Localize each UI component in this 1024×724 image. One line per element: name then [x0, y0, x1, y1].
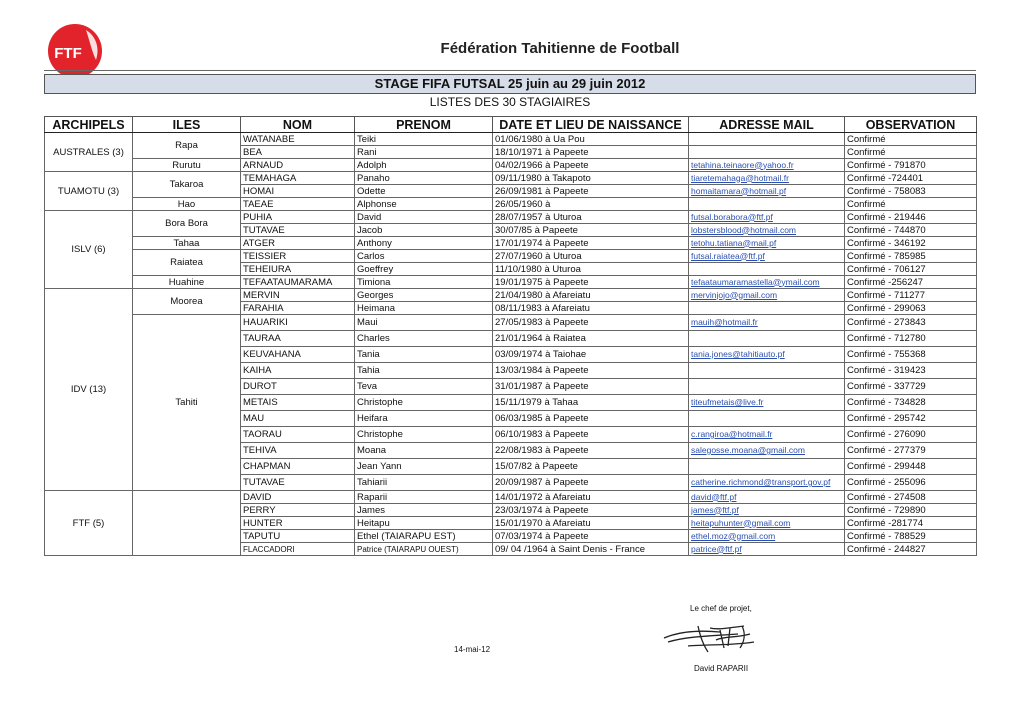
header-divider — [44, 70, 976, 71]
prenom-cell: Alphonse — [355, 198, 493, 211]
nom-cell: PUHIA — [241, 211, 355, 224]
mail-cell[interactable]: c.rangiroa@hotmail.fr — [689, 427, 845, 443]
prenom-cell: Charles — [355, 331, 493, 347]
nom-cell: DAVID — [241, 491, 355, 504]
prenom-cell: Adolph — [355, 159, 493, 172]
nom-cell: METAIS — [241, 395, 355, 411]
nom-cell: BEA — [241, 146, 355, 159]
date-cell: 21/01/1964 à Raiatea — [493, 331, 689, 347]
mail-cell — [689, 133, 845, 146]
list-title: LISTES DES 30 STAGIAIRES — [429, 95, 591, 109]
obs-cell: Confirmé - 277379 — [845, 443, 977, 459]
date-cell: 19/01/1975 à Papeete — [493, 276, 689, 289]
prenom-cell: Heifara — [355, 411, 493, 427]
prenom-cell: Anthony — [355, 237, 493, 250]
date-cell: 08/11/1983 à Afareiatu — [493, 302, 689, 315]
table-row — [45, 198, 977, 211]
project-lead-label: Le chef de projet, — [690, 604, 752, 613]
date-cell: 04/02/1966 à Papeete — [493, 159, 689, 172]
prenom-cell: David — [355, 211, 493, 224]
prenom-cell: Heimana — [355, 302, 493, 315]
column-header-iles: ILES — [133, 117, 241, 133]
table-row — [45, 237, 977, 250]
organization-title: Fédération Tahitienne de Football — [440, 40, 680, 57]
nom-cell: KEUVAHANA — [241, 347, 355, 363]
island-cell: Rapa — [133, 133, 241, 159]
prenom-cell: Timiona — [355, 276, 493, 289]
island-cell: Tahiti — [133, 315, 241, 491]
prenom-cell: Georges — [355, 289, 493, 302]
archipel-cell: IDV (13) — [45, 289, 133, 491]
prenom-cell: Carlos — [355, 250, 493, 263]
column-header-nom: NOM — [241, 117, 355, 133]
prenom-cell: Christophe — [355, 395, 493, 411]
column-header-mail: ADRESSE MAIL — [689, 117, 845, 133]
archipel-cell: ISLV (6) — [45, 211, 133, 289]
table-row — [45, 211, 977, 224]
nom-cell: TAPUTU — [241, 530, 355, 543]
nom-cell: TEFAATAUMARAMA — [241, 276, 355, 289]
nom-cell: FARAHIA — [241, 302, 355, 315]
mail-cell[interactable]: homaitamara@hotmail.pf — [689, 185, 845, 198]
mail-cell — [689, 198, 845, 211]
column-header-observation: OBSERVATION — [845, 117, 977, 133]
mail-cell — [689, 331, 845, 347]
table-row — [45, 276, 977, 289]
date-cell: 15/01/1970 à Afareiatu — [493, 517, 689, 530]
column-header-date: DATE ET LIEU DE NAISSANCE — [493, 117, 689, 133]
prenom-cell: Patrice (TAIARAPU OUEST) — [355, 543, 493, 556]
prenom-cell: Heitapu — [355, 517, 493, 530]
ftf-logo-icon — [46, 22, 104, 80]
mail-cell[interactable]: heitapuhunter@gmail.com — [689, 517, 845, 530]
mail-cell[interactable]: patrice@ftf.pf — [689, 543, 845, 556]
mail-cell[interactable]: futsal.raiatea@ftf.pf — [689, 250, 845, 263]
nom-cell: HUNTER — [241, 517, 355, 530]
mail-cell[interactable]: mervinjojo@gmail.com — [689, 289, 845, 302]
island-cell: Moorea — [133, 289, 241, 315]
mail-cell — [689, 302, 845, 315]
obs-cell: Confirmé - 785985 — [845, 250, 977, 263]
nom-cell: TAEAE — [241, 198, 355, 211]
date-cell: 01/06/1980 à Ua Pou — [493, 133, 689, 146]
prenom-cell: Teva — [355, 379, 493, 395]
table-row — [45, 250, 977, 263]
obs-cell: Confirmé - 244827 — [845, 543, 977, 556]
obs-cell: Confirmé - 337729 — [845, 379, 977, 395]
prenom-cell: Maui — [355, 315, 493, 331]
mail-cell[interactable]: catherine.richmond@transport.gov.pf — [689, 475, 845, 491]
obs-cell: Confirmé - 758083 — [845, 185, 977, 198]
mail-cell — [689, 363, 845, 379]
nom-cell: HOMAI — [241, 185, 355, 198]
mail-cell — [689, 379, 845, 395]
obs-cell: Confirmé — [845, 133, 977, 146]
date-cell: 11/10/1980 à Uturoa — [493, 263, 689, 276]
nom-cell: MERVIN — [241, 289, 355, 302]
date-cell: 20/09/1987 à Papeete — [493, 475, 689, 491]
nom-cell: TEISSIER — [241, 250, 355, 263]
obs-cell: Confirmé - 346192 — [845, 237, 977, 250]
island-cell: Hao — [133, 198, 241, 211]
mail-cell[interactable]: lobstersblood@hotmail.com — [689, 224, 845, 237]
prenom-cell: Tahia — [355, 363, 493, 379]
nom-cell: TAURAA — [241, 331, 355, 347]
mail-cell — [689, 146, 845, 159]
mail-cell[interactable]: james@ftf.pf — [689, 504, 845, 517]
obs-cell: Confirmé - 255096 — [845, 475, 977, 491]
prenom-cell: Tahiarii — [355, 475, 493, 491]
prenom-cell: Rani — [355, 146, 493, 159]
obs-cell: Confirmé - 319423 — [845, 363, 977, 379]
prenom-cell: Goeffrey — [355, 263, 493, 276]
nom-cell: ATGER — [241, 237, 355, 250]
table-row — [45, 172, 977, 185]
mail-cell[interactable]: tiaretemahaga@hotmail.fr — [689, 172, 845, 185]
obs-cell: Confirmé - 295742 — [845, 411, 977, 427]
obs-cell: Confirmé — [845, 198, 977, 211]
table-row — [45, 315, 977, 331]
nom-cell: TUTAVAE — [241, 475, 355, 491]
date-cell: 17/01/1974 à Papeete — [493, 237, 689, 250]
table-row — [45, 491, 977, 504]
prenom-cell: Teiki — [355, 133, 493, 146]
column-header-prenom: PRENOM — [355, 117, 493, 133]
date-cell: 18/10/1971 à Papeete — [493, 146, 689, 159]
prenom-cell: Tania — [355, 347, 493, 363]
nom-cell: WATANABE — [241, 133, 355, 146]
obs-cell: Confirmé - 706127 — [845, 263, 977, 276]
date-cell: 21/04/1980 à Afareiatu — [493, 289, 689, 302]
obs-cell: Confirmé - 299448 — [845, 459, 977, 475]
table-row — [45, 289, 977, 302]
island-cell: Raiatea — [133, 250, 241, 276]
mail-cell[interactable]: futsal.borabora@ftf.pf — [689, 211, 845, 224]
obs-cell: Confirmé - 276090 — [845, 427, 977, 443]
obs-cell: Confirmé — [845, 146, 977, 159]
obs-cell: Confirmé -256247 — [845, 276, 977, 289]
archipel-cell: AUSTRALES (3) — [45, 133, 133, 172]
obs-cell: Confirmé - 299063 — [845, 302, 977, 315]
date-cell: 27/05/1983 à Papeete — [493, 315, 689, 331]
nom-cell: TAORAU — [241, 427, 355, 443]
date-cell: 22/08/1983 à Papeete — [493, 443, 689, 459]
nom-cell: TEHEIURA — [241, 263, 355, 276]
island-cell — [133, 491, 241, 556]
mail-cell[interactable]: tania.jones@tahitiauto.pf — [689, 347, 845, 363]
obs-cell: Confirmé - 219446 — [845, 211, 977, 224]
nom-cell: PERRY — [241, 504, 355, 517]
document-date: 14-mai-12 — [454, 645, 491, 654]
obs-cell: Confirmé - 273843 — [845, 315, 977, 331]
obs-cell: Confirmé - 791870 — [845, 159, 977, 172]
island-cell: Bora Bora — [133, 211, 241, 237]
date-cell: 26/09/1981 à Papeete — [493, 185, 689, 198]
mail-cell[interactable]: david@ftf.pf — [689, 491, 845, 504]
prenom-cell: Panaho — [355, 172, 493, 185]
mail-cell — [689, 263, 845, 276]
prenom-cell: Moana — [355, 443, 493, 459]
obs-cell: Confirmé -281774 — [845, 517, 977, 530]
mail-cell[interactable]: mauih@hotmail.fr — [689, 315, 845, 331]
prenom-cell: Jean Yann — [355, 459, 493, 475]
stage-title: STAGE FIFA FUTSAL 25 juin au 29 juin 2012 — [44, 74, 976, 94]
nom-cell: MAU — [241, 411, 355, 427]
island-cell: Tahaa — [133, 237, 241, 250]
island-cell: Rurutu — [133, 159, 241, 172]
date-cell: 14/01/1972 à Afareiatu — [493, 491, 689, 504]
island-cell: Huahine — [133, 276, 241, 289]
project-lead-name: David RAPARII — [694, 664, 749, 673]
date-cell: 23/03/1974 à Papeete — [493, 504, 689, 517]
prenom-cell: Odette — [355, 185, 493, 198]
archipel-cell: FTF (5) — [45, 491, 133, 556]
nom-cell: HAUARIKI — [241, 315, 355, 331]
obs-cell: Confirmé - 744870 — [845, 224, 977, 237]
column-header-archipels: ARCHIPELS — [45, 117, 133, 133]
date-cell: 26/05/1960 à — [493, 198, 689, 211]
obs-cell: Confirmé - 729890 — [845, 504, 977, 517]
mail-cell — [689, 411, 845, 427]
date-cell: 30/07/85 à Papeete — [493, 224, 689, 237]
date-cell: 15/11/1979 à Tahaa — [493, 395, 689, 411]
obs-cell: Confirmé - 734828 — [845, 395, 977, 411]
date-cell: 07/03/1974 à Papeete — [493, 530, 689, 543]
prenom-cell: James — [355, 504, 493, 517]
mail-cell[interactable]: salegosse.moana@gmail.com — [689, 443, 845, 459]
trainee-table — [44, 116, 977, 556]
table-header-row — [45, 117, 977, 133]
date-cell: 06/03/1985 à Papeete — [493, 411, 689, 427]
date-cell: 09/ 04 /1964 à Saint Denis - France — [493, 543, 689, 556]
obs-cell: Confirmé - 788529 — [845, 530, 977, 543]
table-row — [45, 133, 977, 146]
obs-cell: Confirmé - 712780 — [845, 331, 977, 347]
prenom-cell: Christophe — [355, 427, 493, 443]
table-row — [45, 159, 977, 172]
prenom-cell: Jacob — [355, 224, 493, 237]
date-cell: 31/01/1987 à Papeete — [493, 379, 689, 395]
nom-cell: KAIHA — [241, 363, 355, 379]
mail-cell[interactable]: titeufmetais@live.fr — [689, 395, 845, 411]
svg-text:FTF: FTF — [54, 45, 82, 62]
prenom-cell: Raparii — [355, 491, 493, 504]
mail-cell[interactable]: tefaataumaramastella@ymail.com — [689, 276, 845, 289]
mail-cell — [689, 459, 845, 475]
island-cell: Takaroa — [133, 172, 241, 198]
nom-cell: FLACCADORI — [241, 543, 355, 556]
date-cell: 28/07/1957 à Uturoa — [493, 211, 689, 224]
prenom-cell: Ethel (TAIARAPU EST) — [355, 530, 493, 543]
archipel-cell: TUAMOTU (3) — [45, 172, 133, 211]
date-cell: 15/07/82 à Papeete — [493, 459, 689, 475]
date-cell: 13/03/1984 à Papeete — [493, 363, 689, 379]
signature-image — [658, 616, 768, 660]
obs-cell: Confirmé - 274508 — [845, 491, 977, 504]
mail-cell[interactable]: tetohu.tatiana@mail.pf — [689, 237, 845, 250]
date-cell: 06/10/1983 à Papeete — [493, 427, 689, 443]
obs-cell: Confirmé -724401 — [845, 172, 977, 185]
obs-cell: Confirmé - 711277 — [845, 289, 977, 302]
mail-cell[interactable]: ethel.moz@gmail.com — [689, 530, 845, 543]
mail-cell[interactable]: tetahina.teinaore@yahoo.fr — [689, 159, 845, 172]
date-cell: 27/07/1960 à Uturoa — [493, 250, 689, 263]
nom-cell: TEHIVA — [241, 443, 355, 459]
date-cell: 03/09/1974 à Taiohae — [493, 347, 689, 363]
obs-cell: Confirmé - 755368 — [845, 347, 977, 363]
nom-cell: DUROT — [241, 379, 355, 395]
nom-cell: ARNAUD — [241, 159, 355, 172]
nom-cell: TUTAVAE — [241, 224, 355, 237]
nom-cell: TEMAHAGA — [241, 172, 355, 185]
date-cell: 09/11/1980 à Takapoto — [493, 172, 689, 185]
nom-cell: CHAPMAN — [241, 459, 355, 475]
